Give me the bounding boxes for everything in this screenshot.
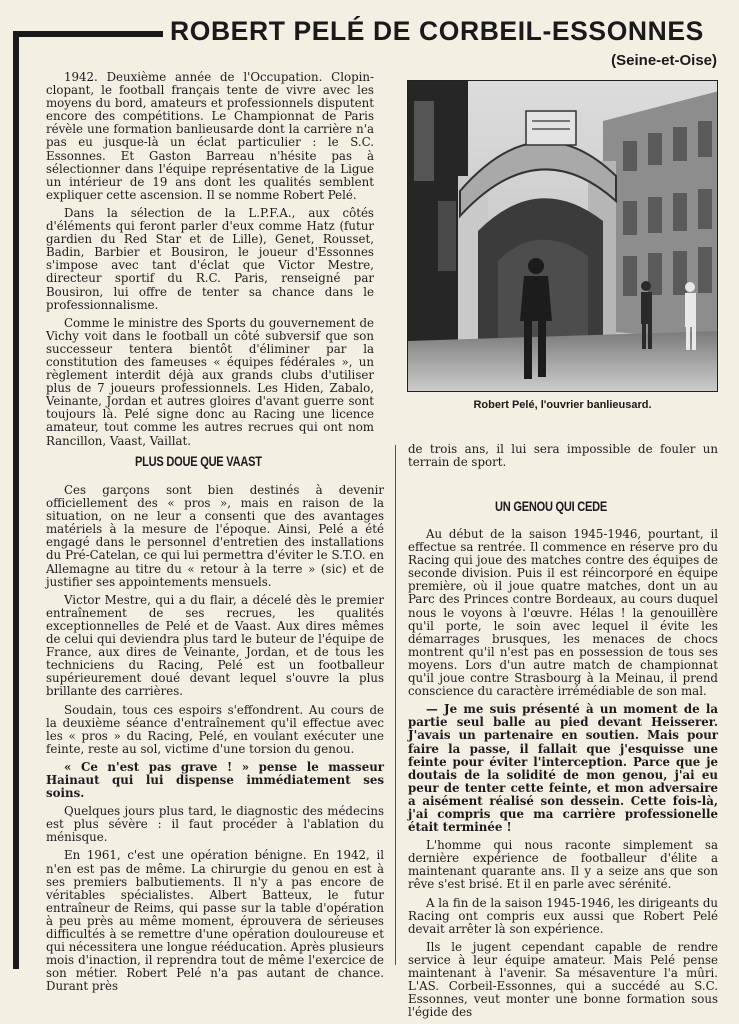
photo-caption: Robert Pelé, l'ouvrier banlieusard. [473, 399, 652, 411]
article-title: ROBERT PELÉ DE CORBEIL-ESSONNES [170, 16, 704, 46]
photo-stadium-gate [407, 80, 718, 392]
body-paragraph: En 1961, c'est une opération bénigne. En 1942, il n'en est pas de même. La chirurgie du genou en est à ses premiers balbutiements. Il n'y a pas encore de véritables spécialistes. Albert Batteux, le futur entraîneur de Reims, qui passe sur la table d'opération à peu près au même moment, éprouvera de sérieuses difficultés à se remettre d'une opération douloureuse et qui nécessitera une longue rééducation. Après plusieurs mois d'inaction, il reprendra tout de même l'exercice de son métier. Robert Pelé n'a pas autant de chance. Durant près [46, 848, 384, 994]
body-paragraph: L'homme qui nous raconte simplement sa dernière expérience de footballeur d'élite a maintenant quarante ans. Il y a seize ans que son rêve s'est brisé. Et il en parle avec sérénité. [408, 838, 718, 892]
body-paragraph: Ces garçons sont bien destinés à devenir officiellement des « pros », mais en raison de la situation, on ne leur a consenti que des avantages matériels à la mesure de l'époque. Ainsi, Pelé a été engagé dans le personnel d'entretien des installations du Pré-Catelan, ce qui lui permettra d'éviter le S.T.O. en Allemagne au titre du « retour à la terre » (sic) et de justifier ses appointements mensuels. [46, 483, 384, 589]
frame-rule-left [13, 31, 19, 969]
column-divider [395, 445, 396, 965]
body-paragraph: A la fin de la saison 1945-1946, les dirigeants du Racing ont compris eux aussi que Robert Pelé devait arrêter là son expérience. [408, 895, 718, 936]
frame-rule-top [13, 31, 163, 37]
body-paragraph: Soudain, tous ces espoirs s'effondrent. Au cours de la deuxième séance d'entraînement qu'il effectue avec les « pros » du Racing, Pelé, en voulant exécuter une feinte, reste au sol, victime d'une torsion du genou. [46, 702, 384, 756]
body-paragraph: Victor Mestre, qui a du flair, a décelé dès le premier entraînement de ses recrues, les qualités exceptionnelles de Pelé et de Vaast. Aux dires mêmes de celui qui deviendra plus tard le buteur de l'équipe de France, aux dires de Veinante, Jordan, et de tous les techniciens du Racing, Pelé est un footballeur supérieurement doué devant lequel s'ouvre la plus brillante des carrières. [46, 592, 384, 699]
section2-column [408, 528, 718, 1024]
section-heading-plus-doue: PLUS DOUE QUE VAAST [135, 454, 262, 469]
body-paragraph: Quelques jours plus tard, le diagnostic des médecins est plus sévère : il faut procéder à l'ablation du ménisque. [46, 804, 384, 845]
section1-continuation [408, 443, 718, 474]
body-paragraph: Ils le jugent cependant capable de rendre service à leur équipe amateur. Mais Pelé pense maintenant à l'avenir. Sa mésaventure l'a mûri. L'AS. Corbeil-Essonnes, qui a succédé au S.C. Essonnes, veut monter une bonne formation sous l'égide des [408, 939, 718, 1020]
intro-paragraph: Dans la sélection de la L.P.F.A., aux côtés d'éléments qui feront parler d'eux comme Hatz (futur gardien du Red Star et de Lille), Genet, Rousset, Badin, Barbier et Bousiron, le joueur d'Essonnes s'impose avec tant d'éclat que Victor Mestre, directeur sportif du R.C. Paris, renseigné par Bousiron, lui offre de tenter sa chance dans le professionnalisme. [46, 205, 374, 312]
quote-paragraph: « Ce n'est pas grave ! » pense le masseur Hainaut qui lui dispense immédiatement ses soins. [46, 759, 384, 801]
article-subtitle: (Seine-et-Oise) [611, 52, 717, 69]
body-paragraph: Au début de la saison 1945-1946, pourtant, il effectue sa rentrée. Il commence en réserve pro du Racing qui joue des matches contre des équipes de seconde division. Puis il est réincorporé en équipe première, où il joue quatre matches, dont un au Parc des Princes contre Bordeaux, au cours duquel nous le voyons à l'œuvre. Hélas ! la genouillère qu'il porte, le soin avec lequel il évite les démarrages brusques, les menaces de chocs montrent qu'il n'est pas en possession de tous ses moyens. Lors d'un autre match de championnat qu'il joue contre Strasbourg à la Meinau, il prend conscience du caractère irrémédiable de son mal. [408, 527, 718, 699]
photo-illustration [408, 81, 718, 392]
section1-column [46, 484, 384, 998]
continuation-paragraph: de trois ans, il lui sera impossible de fouler un terrain de sport. [408, 442, 718, 470]
intro-paragraph: Comme le ministre des Sports du gouvernement de Vichy voit dans le football un côté subversif que son successeur tentera bientôt d'éliminer par la constitution des fameuses « équipes fédérales », un règlement interdit déjà aux grands clubs d'utiliser plus de 7 joueurs professionnels. Les Hiden, Zabalo, Veinante, Jordan et autres gloires d'avant guerre sont toujours là. Pelé signe donc au Racing une licence amateur, tout comme les autres recrues qui ont nom Rancillon, Vaast, Vaillat. [46, 315, 374, 448]
intro-paragraph: 1942. Deuxième année de l'Occupation. Clopin-clopant, le football français tente de vivre avec les moyens du bord, amateurs et professionnels disputent encore des compétitions. Le Championnat de Paris révèle une formation banlieusarde dont la carrière n'a pas eu jusque-là un éclat particulier : le S.C. Essonnes. Et Gaston Barreau n'hésite pas à sélectionner dans l'équipe représentative de la Ligue un intérieur de 19 ans dont les qualités semblent expliquer cette ascension. Il se nomme Robert Pelé. [46, 70, 374, 202]
section-heading-genou: UN GENOU QUI CEDE [495, 499, 608, 514]
quote-paragraph: — Je me suis présenté à un moment de la partie seul balle au pied devant Heisserer. J'avais un partenaire en soutien. Mais pour faire la passe, il fallait que j'esquisse une feinte pour éviter l'interception. Parce que je doutais de la solidité de mon genou, j'ai eu peur de tenter cette feinte, et mon adversaire a aisément réalisé son dessein. Cette fois-là, j'ai compris que ma carrière professionelle était terminée ! [408, 702, 718, 835]
intro-column [46, 71, 374, 453]
